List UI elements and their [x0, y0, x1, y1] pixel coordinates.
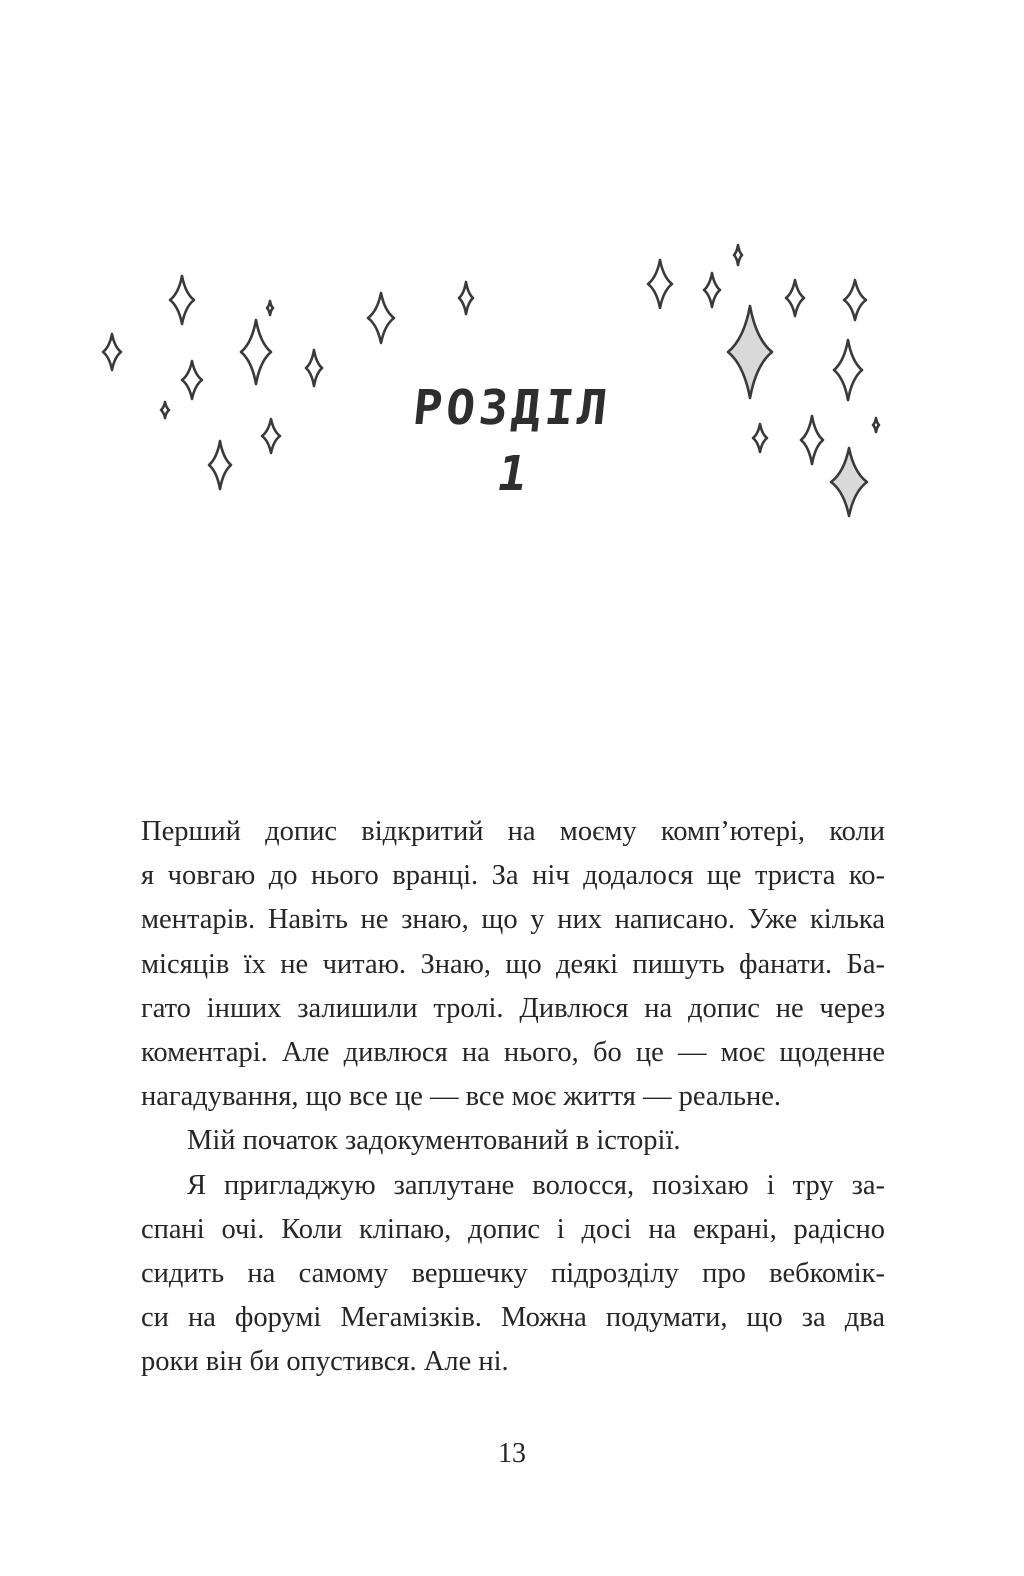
sparkles-decoration: [0, 0, 1024, 600]
text-line: Перший допис відкритий на моєму комп’ютері, коли: [141, 816, 885, 847]
text-line: Я пригладжую заплутане волосся, позіхаю і тру за-: [187, 1169, 885, 1201]
text-line: ментарів. Навіть не знаю, що у них написано. Уже кілька: [141, 904, 885, 936]
chapter-title: РОЗДІЛ: [410, 380, 614, 436]
text-line: роки він би опустився. Але ні.: [141, 1346, 509, 1378]
text-line: коментарі. Але дивлюся на нього, бо це — моє щоденне: [141, 1037, 885, 1069]
text-line: спані очі. Коли кліпаю, допис і досі на екрані, радісно: [141, 1213, 885, 1245]
chapter-text: [141, 810, 885, 1385]
sparkle-star-icon: [786, 280, 804, 316]
text-line: Мій початок задокументований в історії.: [187, 1125, 681, 1157]
text-line: місяців їх не читаю. Знаю, що деякі пишуть фанати. Ба-: [141, 948, 885, 980]
chapter-number: 1: [492, 446, 532, 502]
text-line: нагадування, що все це — все моє життя — реальне.: [141, 1081, 782, 1113]
paragraph: [141, 1119, 885, 1163]
text-line: гато інших залишили тролі. Дивлюся на допис не через: [141, 992, 885, 1024]
sparkle-star-icon: [844, 280, 866, 320]
paragraph: [141, 1164, 885, 1385]
sparkle-star-icon: [267, 301, 273, 315]
text-line: сидить на самому вершечку підрозділу про вебкомік-: [141, 1258, 885, 1290]
sparkle-star-icon: [734, 245, 742, 265]
sparkle-star-icon: [459, 282, 473, 314]
sparkle-star-icon: [368, 293, 394, 343]
paragraph: [141, 810, 885, 1119]
page-number: 13: [498, 1438, 526, 1469]
sparkle-star-icon: [170, 276, 194, 324]
sparkle-star-icon: [241, 320, 271, 384]
chapter-heading: [0, 380, 1024, 502]
sparkle-star-icon: [103, 334, 121, 370]
sparkle-star-icon: [704, 273, 720, 307]
sparkle-star-icon: [648, 260, 672, 308]
text-line: я човгаю до нього вранці. За ніч додалося ще триста ко-: [141, 860, 885, 892]
text-line: си на форумі Мегамізків. Можна подумати, що за два: [141, 1302, 885, 1334]
